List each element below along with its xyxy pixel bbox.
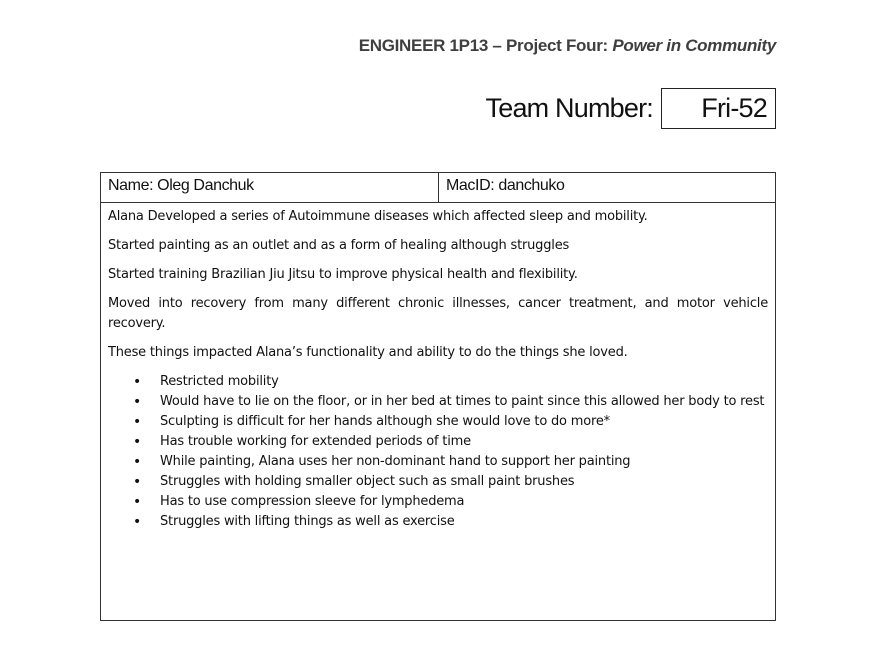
course-title: ENGINEER 1P13 – Project Four: (358, 36, 613, 55)
list-item: • Restricted mobility (133, 372, 768, 392)
list-item: • Struggles with lifting things as well as exercise (133, 512, 768, 532)
profile-table-header (101, 173, 775, 203)
macid-cell: MacID: danchuko (446, 177, 565, 194)
paragraph: Started training Brazilian Jiu Jitsu to improve physical health and flexibility. (108, 267, 578, 282)
paragraph: Moved into recovery from many different chronic illnesses, cancer treatment, and motor vehicle recovery. (108, 296, 768, 331)
document-header (359, 36, 776, 56)
list-item: • Struggles with holding smaller object such as small paint brushes (133, 472, 768, 492)
profile-table (100, 172, 776, 621)
project-name: Power in Community (612, 36, 776, 55)
list-item: • Would have to lie on the floor, or in her bed at times to paint since this allowed her body to rest (133, 392, 768, 412)
team-number-row (486, 88, 776, 129)
team-number-label: Team Number: (485, 93, 653, 123)
list-item: • Has trouble working for extended periods of time (133, 432, 768, 452)
team-number-box (661, 88, 776, 129)
name-cell: Name: Oleg Danchuk (101, 173, 439, 202)
paragraph: These things impacted Alana’s functionality and ability to do the things she loved. (108, 345, 628, 360)
paragraph: Started painting as an outlet and as a form of healing although struggles (108, 238, 570, 253)
paragraph: Alana Developed a series of Autoimmune diseases which affected sleep and mobility. (108, 209, 648, 224)
list-item: • While painting, Alana uses her non-dominant hand to support her painting (133, 452, 768, 472)
profile-table-body (101, 203, 775, 532)
list-item: • Has to use compression sleeve for lymphedema (133, 492, 768, 512)
list-item: • Sculpting is difficult for her hands although she would love to do more* (133, 412, 768, 432)
impact-list (108, 372, 768, 532)
team-number-value: Fri-52 (701, 93, 767, 123)
